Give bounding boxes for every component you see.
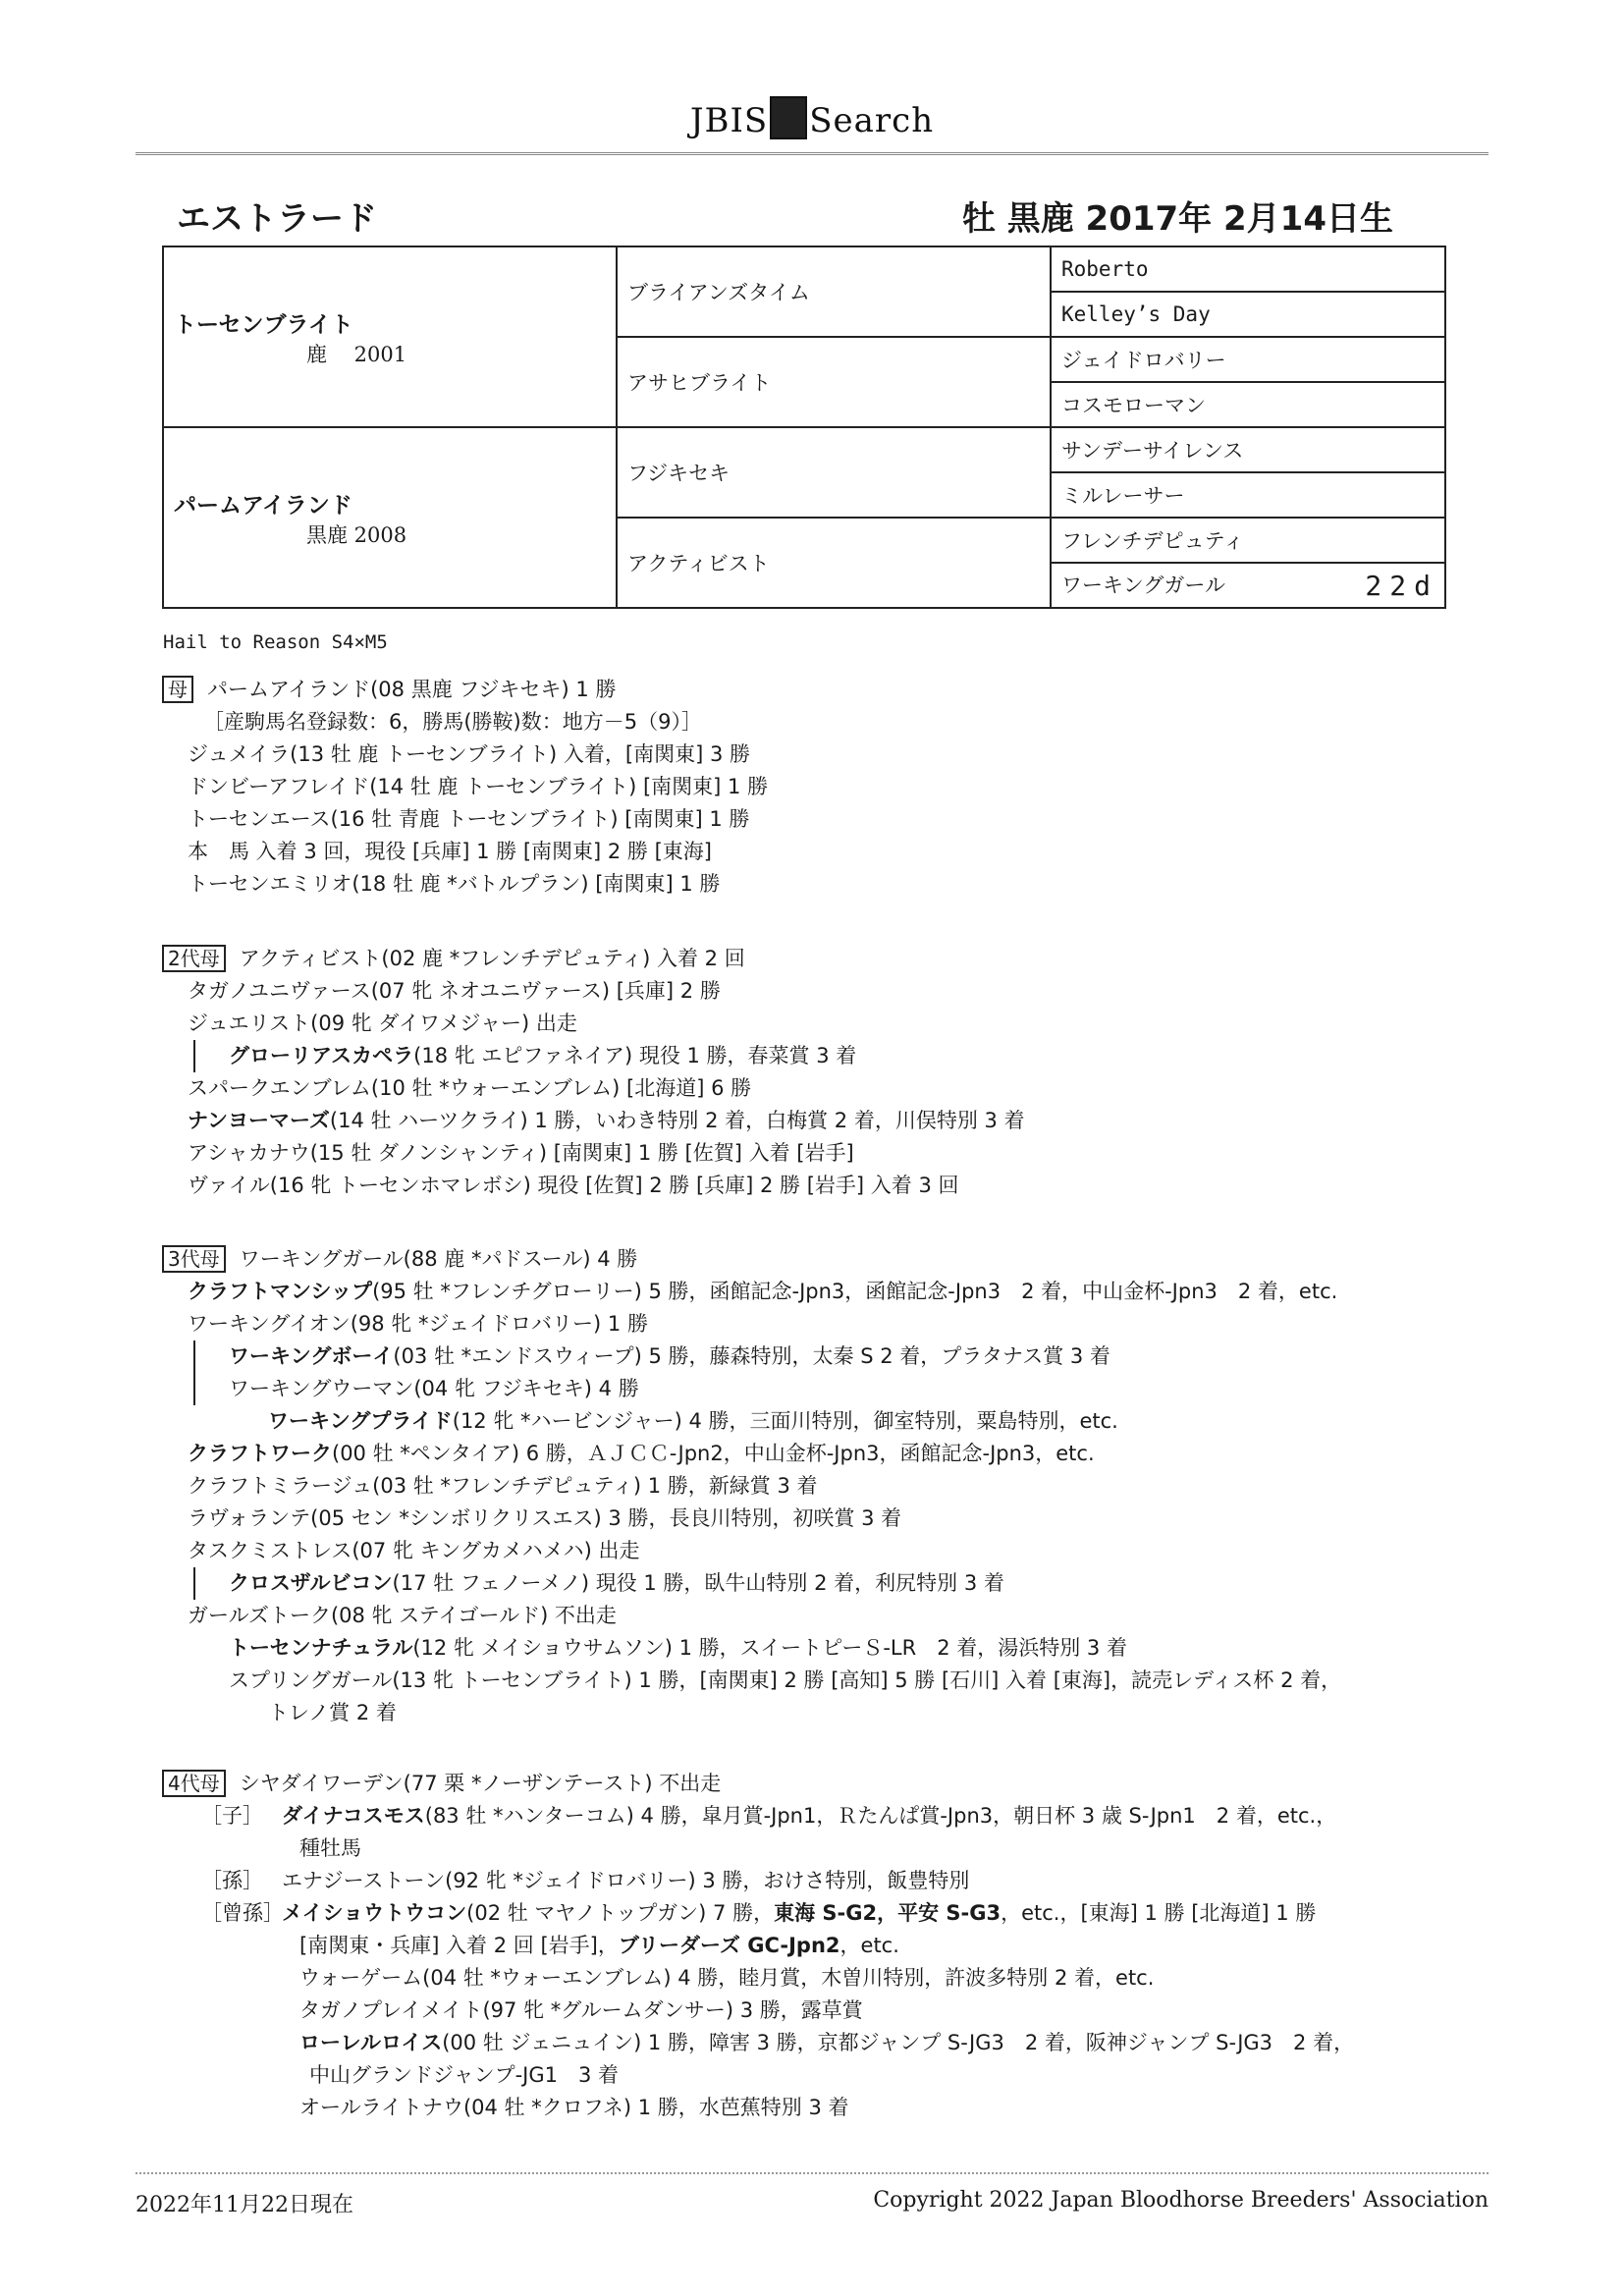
dam-detail: 黒鹿 2008 xyxy=(306,522,407,547)
pedigree-g3-8 xyxy=(1051,563,1445,608)
list-item: タスクミストレス(07 牝 キングカメハメハ) 出走 xyxy=(188,1539,640,1562)
list-item: クロスザルビコン(17 牡 フェノーメノ) 現役 1 勝，臥牛山特別 2 着，利尻特別 3 着 xyxy=(162,1567,1341,1600)
logo-text-right: Search xyxy=(809,101,935,140)
list-item: ドンビーアフレイド(14 牡 鹿 トーセンブライト) [南関東] 1 勝 xyxy=(188,775,769,798)
pedigree-g3-5: サンデーサイレンス xyxy=(1051,427,1445,472)
list-item: ワーキングイオン(98 牝 *ジェイドロバリー) 1 勝 xyxy=(188,1312,648,1336)
third-dam-section xyxy=(162,1243,1341,1729)
pedigree-g3-4: コスモローマン xyxy=(1051,382,1445,427)
sire-name: トーセンブライト xyxy=(174,311,353,338)
pedigree-table xyxy=(162,246,1446,609)
list-item: スプリングガール(13 牝 トーセンブライト) 1 勝，[南関東] 2 勝 [高知] 5 勝 [石川] 入着 [東海]，読売レディス杯 2 着， xyxy=(229,1668,1342,1692)
copyright: Copyright 2022 Japan Bloodhorse Breeders' Association xyxy=(873,2188,1489,2213)
list-item: トーセンナチュラル(12 牝 メイショウサムソン) 1 勝，スイートピーＳ-LR 2 着，湯浜特別 3 着 xyxy=(229,1636,1127,1660)
list-item: ジュエリスト(09 牝 ダイワメジャー) 出走 xyxy=(188,1011,577,1035)
section-tag: 母 xyxy=(162,676,193,703)
section-tag: 3代母 xyxy=(162,1245,226,1273)
pedigree-g3-6: ミルレーサー xyxy=(1051,472,1445,518)
list-item: ナンヨーマーズ(14 牡 ハーツクライ) 1 勝，いわき特別 2 着，白梅賞 2 着，川俣特別 3 着 xyxy=(188,1109,1025,1132)
list-item: クラフトミラージュ(03 牡 *フレンチデピュティ) 1 勝，新緑賞 3 着 xyxy=(188,1474,818,1498)
list-item: アシャカナウ(15 牡 ダノンシャンティ) [南関東] 1 勝 [佐賀] 入着 [岩手] xyxy=(188,1141,854,1165)
list-item: 種牡馬 xyxy=(299,1836,361,1860)
list-item: ジュメイラ(13 牡 鹿 トーセンブライト) 入着，[南関東] 3 勝 xyxy=(188,742,751,766)
sire-detail: 鹿 2001 xyxy=(306,342,407,366)
list-item: タガノユニヴァース(07 牝 ネオユニヴァース) [兵庫] 2 勝 xyxy=(188,979,721,1003)
sire-sire: ブライアンズタイム xyxy=(617,246,1051,337)
list-item: クラフトマンシップ(95 牡 *フレンチグローリー) 5 勝，函館記念-Jpn3，函館記念-Jpn3 2 着，中山金杯-Jpn3 2 着，etc. xyxy=(188,1280,1338,1303)
list-item: パームアイランド(08 黒鹿 フジキセキ) 1 勝 xyxy=(207,678,617,701)
list-item: トレノ賞 2 着 xyxy=(268,1701,397,1724)
list-item: ワーキングウーマン(04 牝 フジキセキ) 4 勝 xyxy=(162,1373,1341,1405)
list-item: ［産駒馬名登録数：6，勝馬(勝鞍)数：地方－5（9）］ xyxy=(203,710,702,734)
list-item: 中山グランドジャンプ-JG1 3 着 xyxy=(309,2063,620,2087)
horse-logo-icon xyxy=(770,96,807,139)
jbis-search-logo xyxy=(0,96,1624,140)
header-divider xyxy=(135,152,1489,155)
dam-section xyxy=(162,674,768,901)
list-item: ワーキングプライド(12 牝 *ハービンジャー) 4 勝，三面川特別，御室特別，粟島特別，etc. xyxy=(268,1409,1118,1433)
list-item: ガールズトーク(08 牝 ステイゴールド) 不出走 xyxy=(188,1604,617,1627)
list-item: タガノプレイメイト(97 牝 *グルームダンサー) 3 勝，露草賞 xyxy=(299,1998,863,2022)
list-item: ラヴォランテ(05 セン *シンボリクリスエス) 3 勝，長良川特別，初咲賞 3 着 xyxy=(188,1506,902,1530)
second-dam-section xyxy=(162,943,1025,1202)
as-of-date: 2022年11月22日現在 xyxy=(135,2193,353,2217)
list-item: ローレルロイス(00 牡 ジェニュイン) 1 勝，障害 3 勝，京都ジャンプ S-JG3 2 着，阪神ジャンプ S-JG3 2 着， xyxy=(299,2031,1355,2054)
list-item: ［子］ ダイナコスモス(83 牡 *ハンターコム) 4 勝，皐月賞-Jpn1，Ｒたんぱ賞-Jpn3，朝日杯 3 歳 S-Jpn1 2 着，etc.， xyxy=(201,1804,1337,1828)
pedigree-g3-1: Roberto xyxy=(1051,246,1445,292)
list-item: ［孫］ エナジーストーン(92 牝 *ジェイドロバリー) 3 勝，おけさ特別，飯豊特別 xyxy=(201,1869,970,1892)
pedigree-g3-3: ジェイドロバリー xyxy=(1051,337,1445,382)
list-item: グローリアスカペラ(18 牝 エピファネイア) 現役 1 勝，春菜賞 3 着 xyxy=(162,1040,1025,1072)
horse-name: エストラード xyxy=(177,199,377,239)
logo-text-left: JBIS xyxy=(689,101,769,140)
dam-cell xyxy=(163,427,617,608)
list-item: クラフトワーク(00 牡 *ペンタイア) 6 勝，ＡＪＣＣ-Jpn2，中山金杯-Jpn3，函館記念-Jpn3，etc. xyxy=(188,1442,1095,1465)
fourth-dam-section xyxy=(162,1768,1354,2124)
dam-dam: アクティビスト xyxy=(617,518,1051,608)
inbreeding-note: Hail to Reason S4×M5 xyxy=(163,631,388,653)
list-item: ［曾孫］メイショウトウコン(02 牡 マヤノトップガン) 7 勝，東海 S-G2，平安 S-G3，etc.，[東海] 1 勝 [北海道] 1 勝 xyxy=(201,1901,1317,1925)
pedigree-g3-2: Kelley’s Day xyxy=(1051,292,1445,337)
horse-info: 牡 黒鹿 2017年 2月14日生 xyxy=(961,199,1393,239)
list-item: [南関東・兵庫] 入着 2 回 [岩手]，ブリーダーズ GC-Jpn2，etc. xyxy=(299,1934,899,1957)
list-item: シヤダイワーデン(77 栗 *ノーザンテースト) 不出走 xyxy=(239,1772,722,1795)
list-item: ワーキングガール(88 鹿 *パドスール) 4 勝 xyxy=(239,1247,638,1271)
list-item: オールライトナウ(04 牡 *クロフネ) 1 勝，水芭蕉特別 3 着 xyxy=(299,2096,849,2119)
list-item: ウォーゲーム(04 牡 *ウォーエンブレム) 4 勝，睦月賞，木曽川特別，許波多特別 2 着，etc. xyxy=(299,1966,1155,1990)
list-item: 本 馬 入着 3 回，現役 [兵庫] 1 勝 [南関東] 2 勝 [東海] xyxy=(188,840,712,863)
footer-divider xyxy=(135,2172,1489,2174)
pedigree-g3-8-name: ワーキングガール xyxy=(1061,573,1225,597)
section-tag: 2代母 xyxy=(162,945,226,972)
list-item: トーセンエミリオ(18 牡 鹿 *バトルプラン) [南関東] 1 勝 xyxy=(188,872,721,896)
family-number: 22d xyxy=(1365,569,1438,602)
sire-cell xyxy=(163,246,617,427)
list-item: ワーキングボーイ(03 牡 *エンドスウィープ) 5 勝，藤森特別，太秦 S 2 着，プラタナス賞 3 着 xyxy=(162,1340,1341,1373)
list-item: スパークエンブレム(10 牡 *ウォーエンブレム) [北海道] 6 勝 xyxy=(188,1076,752,1100)
dam-sire: フジキセキ xyxy=(617,427,1051,518)
list-item: トーセンエース(16 牡 青鹿 トーセンブライト) [南関東] 1 勝 xyxy=(188,807,750,831)
list-item: ヴァイル(16 牝 トーセンホマレボシ) 現役 [佐賀] 2 勝 [兵庫] 2 勝 [岩手] 入着 3 回 xyxy=(188,1174,959,1197)
dam-name: パームアイランド xyxy=(174,492,352,519)
section-tag: 4代母 xyxy=(162,1770,226,1797)
sire-dam: アサヒブライト xyxy=(617,337,1051,427)
pedigree-g3-7: フレンチデピュティ xyxy=(1051,518,1445,563)
list-item: アクティビスト(02 鹿 *フレンチデピュティ) 入着 2 回 xyxy=(239,947,745,970)
